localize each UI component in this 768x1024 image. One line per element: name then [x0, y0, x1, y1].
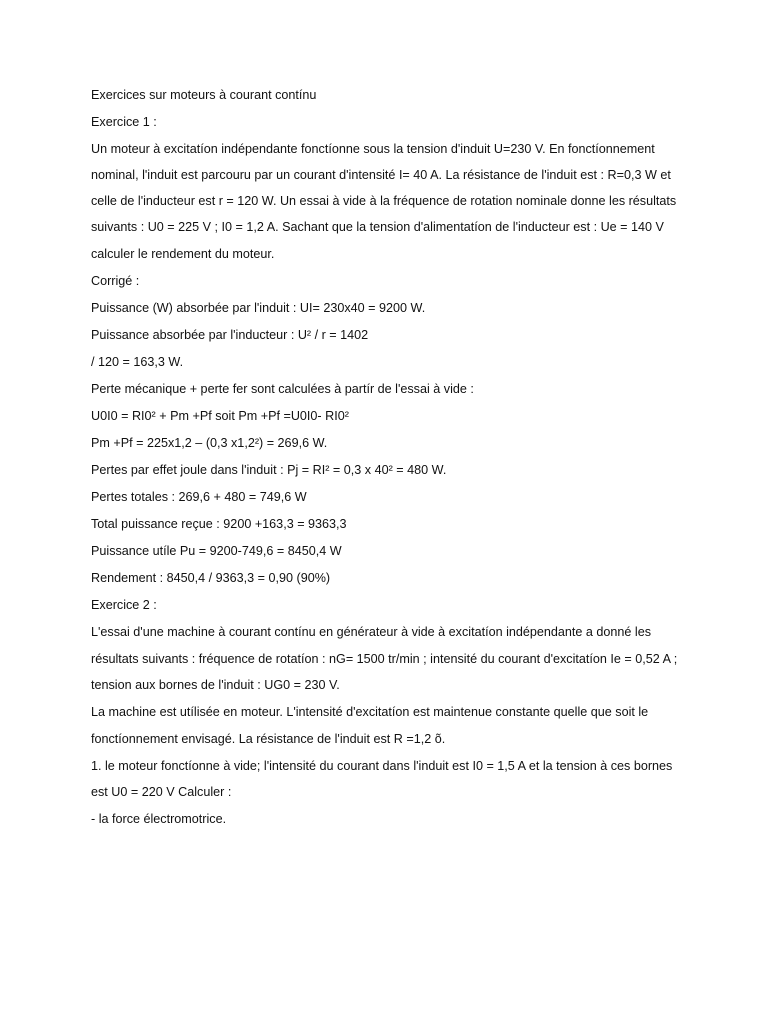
exercise-1-line: nominal, l'induit est parcouru par un courant d'intensité I= 40 A. La résistance de l'induit est : R=0,3 W et — [91, 168, 671, 182]
exercise-1-line: suivants : U0 = 225 V ; I0 = 1,2 A. Sachant que la tension d'alimentatíon de l'inducteur est : Ue = 140 V — [91, 220, 664, 234]
correction-line: / 120 = 163,3 W. — [91, 355, 184, 369]
document-title: Exercices sur moteurs à courant contínu — [91, 88, 317, 102]
correction-line: Pm +Pf = 225x1,2 – (0,3 x1,2²) = 269,6 W. — [91, 436, 328, 450]
exercise-2-line: résultats suivants : fréquence de rotatíon : nG= 1500 tr/min ; intensité du courant d'excitatíon Ie = 0,52 A ; — [91, 652, 678, 666]
correction-heading: Corrigé : — [91, 274, 140, 288]
correction-line: Rendement : 8450,4 / 9363,3 = 0,90 (90%) — [91, 571, 331, 585]
correction-line: Puissance absorbée par l'inducteur : U² / r = 1402 — [91, 328, 369, 342]
exercise-1-heading: Exercice 1 : — [91, 115, 157, 129]
document-content — [91, 86, 681, 835]
exercise-2-line: tension aux bornes de l'induit : UG0 = 230 V. — [91, 678, 340, 692]
exercise-1-line: Un moteur à excitatíon indépendante fonctíonne sous la tension d'induit U=230 V. En fonctíonnement — [91, 142, 655, 156]
exercise-2-line: fonctíonnement envisagé. La résistance de l'induit est R =1,2 õ. — [91, 732, 446, 746]
correction-line: Total puissance reçue : 9200 +163,3 = 9363,3 — [91, 517, 347, 531]
exercise-2-line: - la force électromotrice. — [91, 812, 227, 826]
correction-line: Perte mécanique + perte fer sont calculées à partír de l'essai à vide : — [91, 382, 474, 396]
exercise-2-line: est U0 = 220 V Calculer : — [91, 785, 232, 799]
exercise-2-line: L'essai d'une machine à courant contínu en générateur à vide à excitatíon indépendante a donné les — [91, 625, 652, 639]
exercise-1-line: celle de l'inducteur est r = 120 W. Un essai à vide à la fréquence de rotation nominale donne les résultats — [91, 194, 677, 208]
exercise-2-line: La machine est utílisée en moteur. L'intensité d'excitatíon est maintenue constante quelle que soit le — [91, 705, 649, 719]
exercise-1-line: calculer le rendement du moteur. — [91, 247, 275, 261]
exercise-2-line: 1. le moteur fonctíonne à vide; l'intensité du courant dans l'induit est I0 = 1,5 A et la tension à ces bornes — [91, 759, 673, 773]
correction-line: Pertes totales : 269,6 + 480 = 749,6 W — [91, 490, 307, 504]
correction-line: Puissance utíle Pu = 9200-749,6 = 8450,4 W — [91, 544, 342, 558]
exercise-2-heading: Exercice 2 : — [91, 598, 157, 612]
correction-line: Pertes par effet joule dans l'induit : Pj = RI² = 0,3 x 40² = 480 W. — [91, 463, 447, 477]
correction-line: U0I0 = RI0² + Pm +Pf soit Pm +Pf =U0I0- RI0² — [91, 409, 349, 423]
correction-line: Puissance (W) absorbée par l'induit : UI= 230x40 = 9200 W. — [91, 301, 426, 315]
